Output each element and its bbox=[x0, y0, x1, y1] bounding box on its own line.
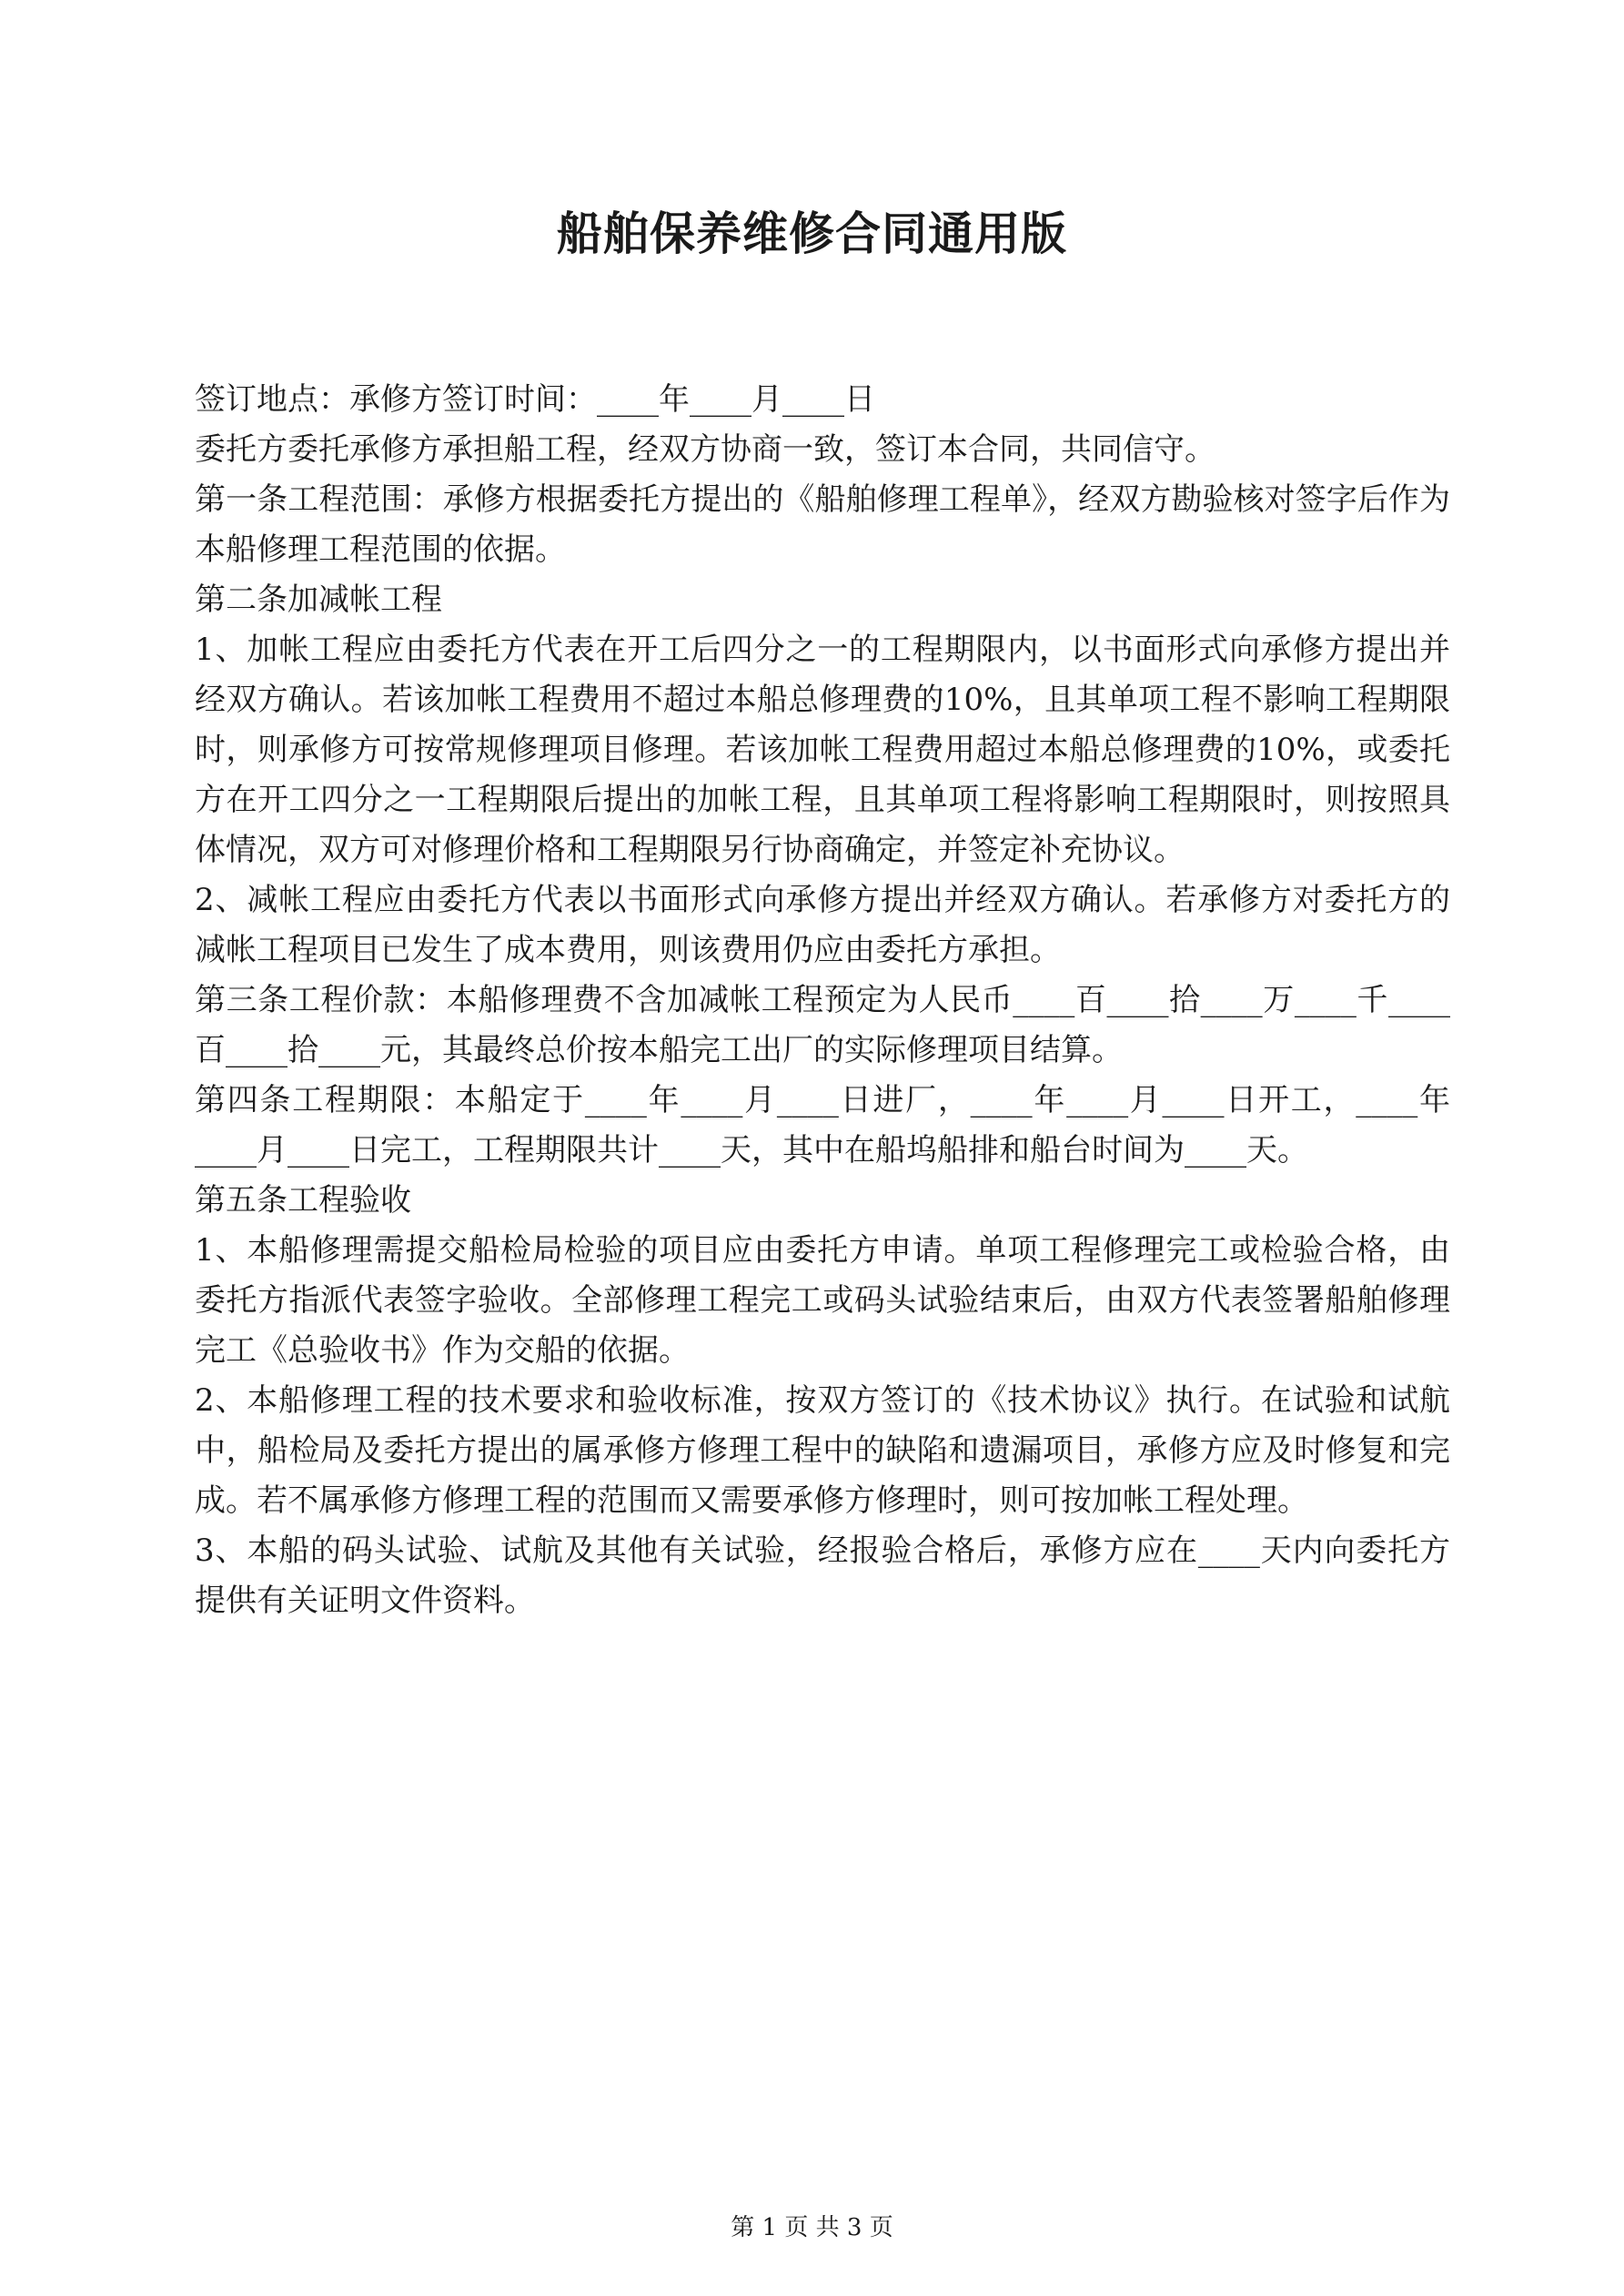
article-5-clause-3: 3、本船的码头试验、试航及其他有关试验，经报验合格后，承修方应在____天内向委托方提供有关证明文件资料。 bbox=[195, 1532, 1450, 1619]
article-5-clause-1: 1、本船修理需提交船检局检验的项目应由委托方申请。单项工程修理完工或检验合格，由委托方指派代表签字验收。全部修理工程完工或码头试验结束后，由双方代表签署船舶修理完工《总验收书》作为交船的依据。 bbox=[195, 1232, 1450, 1369]
document-body bbox=[195, 375, 1450, 1626]
document-title: 船舶保养维修合同通用版 bbox=[557, 207, 1067, 260]
article-4-schedule: 第四条工程期限：本船定于____年____月____日进厂，____年____月____日开工，____年____月____日完工，工程期限共计____天，其中在船坞船排和船台时间为____天。 bbox=[195, 1082, 1450, 1168]
article-2-clause-1: 1、加帐工程应由委托方代表在开工后四分之一的工程期限内，以书面形式向承修方提出并经双方确认。若该加帐工程费用不超过本船总修理费的10%，且其单项工程不影响工程期限时，则承修方可按常规修理项目修理。若该加帐工程费用超过本船总修理费的10%，或委托方在开工四分之一工程期限后提出的加帐工程，且其单项工程将影响工程期限时，则按照具体情况，双方可对修理价格和工程期限另行协商确定，并签定补充协议。 bbox=[195, 632, 1450, 868]
article-1-scope: 第一条工程范围：承修方根据委托方提出的《船舶修理工程单》，经双方勘验核对签字后作为本船修理工程范围的依据。 bbox=[195, 481, 1450, 568]
article-2-heading: 第二条加减帐工程 bbox=[195, 582, 442, 618]
article-2-clause-2: 2、减帐工程应由委托方代表以书面形式向承修方提出并经双方确认。若承修方对委托方的减帐工程项目已发生了成本费用，则该费用仍应由委托方承担。 bbox=[195, 882, 1450, 968]
intro-paragraph: 委托方委托承修方承担船工程，经双方协商一致，签订本合同，共同信守。 bbox=[195, 431, 1215, 468]
article-5-heading: 第五条工程验收 bbox=[195, 1182, 411, 1219]
signing-info-paragraph: 签订地点：承修方签订时间：____年____月____日 bbox=[195, 381, 875, 418]
article-3-price: 第三条工程价款：本船修理费不含加减帐工程预定为人民币____百____拾____万____千____百____拾____元，其最终总价按本船完工出厂的实际修理项目结算。 bbox=[195, 982, 1450, 1068]
article-5-clause-2: 2、本船修理工程的技术要求和验收标准，按双方签订的《技术协议》执行。在试验和试航中，船检局及委托方提出的属承修方修理工程中的缺陷和遗漏项目，承修方应及时修复和完成。若不属承修方修理工程的范围而又需要承修方修理时，则可按加帐工程处理。 bbox=[195, 1382, 1450, 1519]
page-footer: 第 1 页 共 3 页 bbox=[731, 2214, 893, 2241]
